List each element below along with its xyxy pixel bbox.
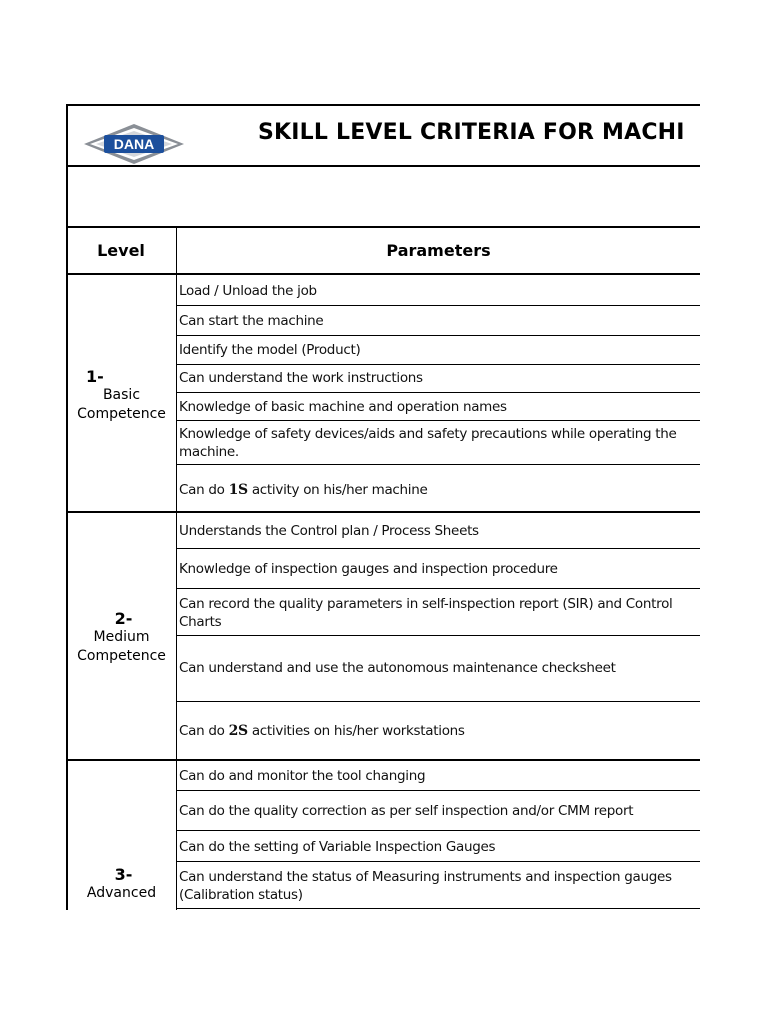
param-text-pre: Can do bbox=[179, 482, 229, 498]
level-1-bottom-border bbox=[66, 511, 700, 513]
level-name: Advanced bbox=[86, 885, 157, 901]
parameter-row: Identify the model (Product) bbox=[179, 342, 361, 358]
row-divider bbox=[177, 392, 700, 393]
level-number: 3- bbox=[114, 865, 133, 884]
row-divider bbox=[177, 861, 700, 862]
row-divider bbox=[177, 830, 700, 831]
level-2-bottom-border bbox=[66, 759, 700, 761]
row-divider bbox=[177, 790, 700, 791]
parameter-row: Can do the quality correction as per self inspection and/or CMM report bbox=[179, 803, 634, 819]
parameter-row-continuation: (Calibration status) bbox=[179, 887, 303, 903]
level-name-line2: Competence bbox=[77, 406, 166, 422]
parameter-row: Can do and monitor the tool changing bbox=[179, 768, 426, 784]
column-header-bottom-border bbox=[66, 273, 700, 275]
row-divider bbox=[177, 908, 700, 909]
parameter-row: Can record the quality parameters in self-inspection report (SIR) and Control bbox=[179, 596, 673, 612]
parameter-row: Can start the machine bbox=[179, 313, 324, 329]
parameter-row: Knowledge of inspection gauges and inspection procedure bbox=[179, 561, 558, 577]
level-1-cell bbox=[66, 367, 177, 424]
sheet-top-border bbox=[66, 104, 700, 106]
level-number: 1- bbox=[86, 367, 104, 386]
row-divider bbox=[177, 635, 700, 636]
parameters-column-header: Parameters bbox=[386, 241, 491, 260]
row-divider bbox=[177, 464, 700, 465]
parameter-row: Can understand the work instructions bbox=[179, 370, 423, 386]
logo-wordmark: DANA bbox=[113, 136, 155, 152]
level-name: Medium bbox=[93, 629, 150, 645]
parameter-row-continuation: machine. bbox=[179, 444, 239, 460]
page-title: SKILL LEVEL CRITERIA FOR MACHI bbox=[258, 120, 685, 145]
row-divider bbox=[177, 305, 700, 306]
level-name-line2: Competence bbox=[77, 648, 166, 664]
parameter-row: Understands the Control plan / Process Sheets bbox=[179, 523, 479, 539]
parameter-row: Knowledge of basic machine and operation names bbox=[179, 399, 507, 415]
param-text-bold: 2S bbox=[228, 723, 248, 739]
subheader-bottom-border bbox=[66, 226, 700, 228]
row-divider bbox=[177, 548, 700, 549]
parameter-row bbox=[179, 481, 698, 499]
parameter-row: Can understand and use the autonomous maintenance checksheet bbox=[179, 660, 616, 676]
parameter-row: Knowledge of safety devices/aids and safety precautions while operating the bbox=[179, 426, 677, 442]
parameter-row: Load / Unload the job bbox=[179, 283, 317, 299]
level-2-cell bbox=[66, 609, 177, 666]
row-divider bbox=[177, 420, 700, 421]
row-divider bbox=[177, 335, 700, 336]
parameter-row-continuation: Charts bbox=[179, 614, 222, 630]
row-divider bbox=[177, 588, 700, 589]
skill-criteria-sheet bbox=[66, 104, 700, 910]
parameter-row: Can understand the status of Measuring instruments and inspection gauges bbox=[179, 869, 672, 885]
row-divider bbox=[177, 701, 700, 702]
param-text-post: activity on his/her machine bbox=[247, 482, 428, 498]
param-text-post: activities on his/her workstations bbox=[247, 723, 465, 739]
level-number: 2- bbox=[114, 609, 133, 628]
level-name: Basic bbox=[102, 387, 141, 403]
dana-logo bbox=[82, 122, 186, 166]
sheet-left-border bbox=[66, 104, 68, 910]
parameter-row: Can do the setting of Variable Inspection Gauges bbox=[179, 839, 496, 855]
parameter-row bbox=[179, 722, 698, 740]
param-text-pre: Can do bbox=[179, 723, 229, 739]
level-column-header: Level bbox=[97, 241, 145, 260]
param-text-bold: 1S bbox=[228, 482, 248, 498]
level-column-divider bbox=[176, 227, 177, 910]
level-3-cell bbox=[66, 865, 177, 903]
row-divider bbox=[177, 364, 700, 365]
